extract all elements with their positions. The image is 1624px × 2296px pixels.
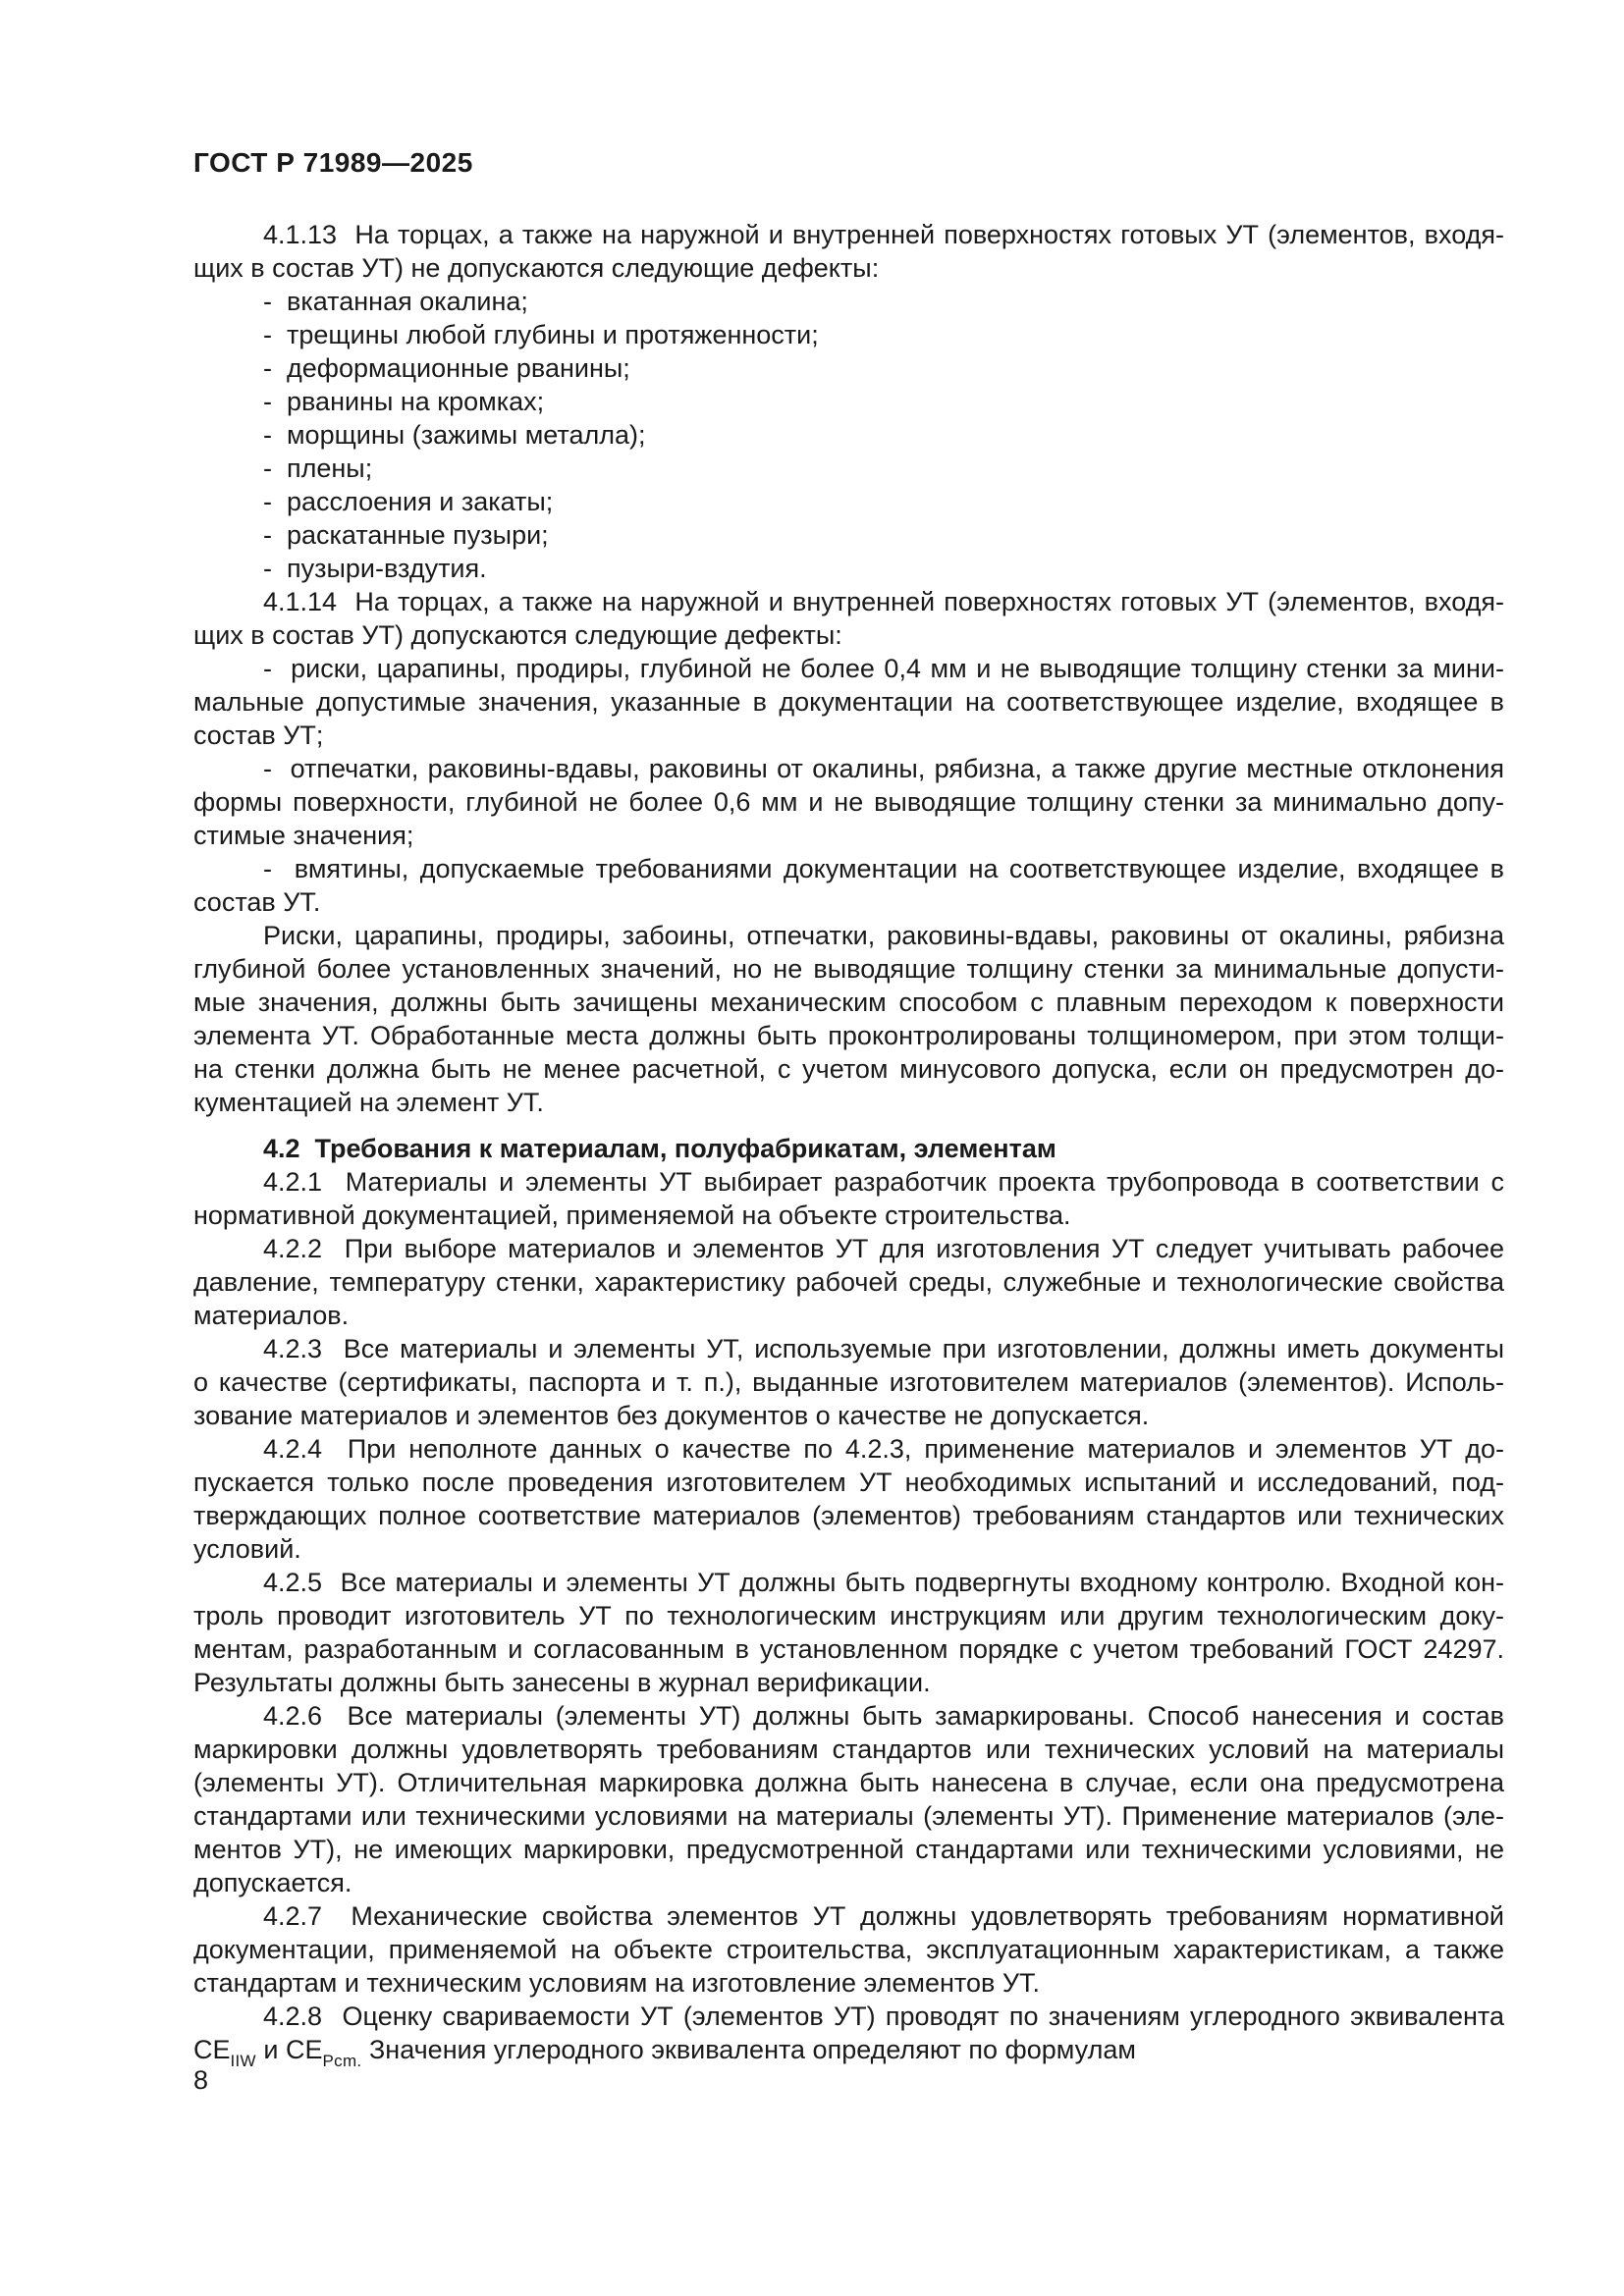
list-item-defect xyxy=(193,385,1504,418)
text-line: зование материалов и элементов без документов о качестве не допускается. xyxy=(193,1401,1150,1430)
text-line: тверждающих полное соответствие материалов (элементов) требованиям стандартов или технических xyxy=(193,1501,1504,1530)
text-line: глубиной более установленных значений, но не выводящие толщину стенки за минимальные допусти- xyxy=(193,954,1504,984)
text-line: стандартам и техническим условиям на изготовление элементов УТ. xyxy=(193,1968,1040,1998)
text-line: 4.2.4 При неполноте данных о качестве по 4.2.3, применение материалов и элементов УТ до- xyxy=(263,1434,1504,1464)
text-line: маркировки должны удовлетворять требованиям стандартов или технических условий на материалы xyxy=(193,1735,1504,1764)
text-line: 4.2.3 Все материалы и элементы УТ, используемые при изготовлении, должны иметь документы xyxy=(263,1334,1504,1363)
paragraph-4-1-14 xyxy=(193,585,1504,652)
text-line: мальные допустимые значения, указанные в документации на соответствующее изделие, входящее в xyxy=(193,687,1504,717)
text-line: мые значения, должны быть зачищены механическим способом с плавным переходом к поверхности xyxy=(193,988,1504,1017)
text-line: 4.1.14 На торцах, а также на наружной и внутренней поверхностях готовых УТ (элементов, входя- xyxy=(263,587,1504,616)
text-line: 4.2.6 Все материалы (элементы УТ) должны быть замаркированы. Способ нанесения и состав xyxy=(263,1701,1504,1731)
heading-text: 4.2 Требования к материалам, полуфабрикатам, элементам xyxy=(263,1134,1056,1163)
text-line: - морщины (зажимы металла); xyxy=(263,420,646,450)
text-line: троль проводит изготовитель УТ по технологическим инструкциям или другим технологическим доку- xyxy=(193,1601,1504,1630)
text-line: состав УТ. xyxy=(193,887,321,917)
text-line: - отпечатки, раковины-вдавы, раковины от окалины, рябизна, а также другие местные отклонения xyxy=(263,754,1504,783)
list-item-allowed-defect xyxy=(193,652,1504,752)
text-line-formula-ref xyxy=(193,2033,1504,2070)
conjunction: и xyxy=(255,2035,287,2064)
text-line: - рванины на кромках; xyxy=(263,387,545,416)
text-line: пускается только после проведения изготовителем УТ необходимых испытаний и исследований, под- xyxy=(193,1468,1504,1497)
text-line: - вкатанная окалина; xyxy=(263,287,528,316)
text-line: стимые значения; xyxy=(193,821,414,850)
sentence-tail: Значения углеродного эквивалента определяют по формулам xyxy=(361,2035,1136,2064)
text-line: давление, температуру стенки, характеристику рабочей среды, служебные и технологические свойства xyxy=(193,1267,1504,1297)
document-body xyxy=(193,218,1504,2070)
ce-pcm-symbol: CE xyxy=(286,2035,323,2064)
text-line: 4.2.2 При выборе материалов и элементов УТ для изготовления УТ следует учитывать рабочее xyxy=(263,1234,1504,1263)
list-item-defect xyxy=(193,318,1504,351)
text-line: щих в состав УТ) допускаются следующие дефекты: xyxy=(193,620,842,650)
document-header-gost-number: ГОСТ Р 71989—2025 xyxy=(193,147,473,178)
list-item-defect xyxy=(193,452,1504,485)
paragraph-4-2-1 xyxy=(193,1165,1504,1232)
text-line: элемента УТ. Обработанные места должны быть проконтролированы толщиномером, при этом толщи- xyxy=(193,1021,1504,1050)
text-line: допускается. xyxy=(193,1868,352,1897)
text-line: нормативной документацией, применяемой на объекте строительства. xyxy=(193,1201,1071,1230)
text-line: - трещины любой глубины и протяженности; xyxy=(263,320,819,349)
paragraph-4-2-6 xyxy=(193,1699,1504,1899)
list-item-defect xyxy=(193,418,1504,452)
text-line: щих в состав УТ) не допускаются следующие дефекты: xyxy=(193,253,880,283)
page-number: 8 xyxy=(193,2065,209,2095)
ce-iiw-subscript: IIW xyxy=(230,2052,256,2070)
text-line: 4.2.8 Оценку свариваемости УТ (элементов УТ) проводят по значениям углеродного эквивалента xyxy=(263,2002,1504,2031)
text-line: материалов. xyxy=(193,1301,350,1330)
list-item-allowed-defect xyxy=(193,852,1504,919)
text-line: - плены; xyxy=(263,454,373,483)
text-line: условий. xyxy=(193,1534,301,1564)
paragraph-4-2-7 xyxy=(193,1899,1504,2000)
text-line: ментам, разработанным и согласованным в установленном порядке с учетом требований ГОСТ 24297. xyxy=(193,1634,1504,1664)
text-line: (элементы УТ). Отличительная маркировка должна быть нанесена в случае, если она предусмотрена xyxy=(193,1768,1504,1797)
paragraph-4-2-8 xyxy=(193,2000,1504,2070)
text-line: ментов УТ), не имеющих маркировки, предусмотренной стандартами или техническими условиями, не xyxy=(193,1835,1504,1864)
text-line: состав УТ; xyxy=(193,721,324,750)
text-line: 4.1.13 На торцах, а также на наружной и внутренней поверхностях готовых УТ (элементов, входя- xyxy=(263,220,1504,249)
text-line: 4.2.7 Механические свойства элементов УТ должны удовлетворять требованиям нормативной xyxy=(263,1901,1504,1931)
list-item-defect xyxy=(193,485,1504,518)
paragraph-4-2-5 xyxy=(193,1566,1504,1699)
paragraph-4-2-4 xyxy=(193,1432,1504,1566)
ce-pcm-subscript: Pcm. xyxy=(322,2052,362,2070)
paragraph-4-2-3 xyxy=(193,1332,1504,1432)
text-line: - раскатанные пузыри; xyxy=(263,520,549,550)
list-item-defect xyxy=(193,518,1504,552)
paragraph-defect-repair xyxy=(193,919,1504,1119)
text-line: - пузыри-вздутия. xyxy=(263,554,487,583)
list-item-defect xyxy=(193,351,1504,385)
paragraph-4-2-2 xyxy=(193,1232,1504,1332)
text-line: на стенки должна быть не менее расчетной, с учетом минусового допуска, если он предусмотрен до- xyxy=(193,1054,1504,1084)
text-line: - вмятины, допускаемые требованиями документации на соответствующее изделие, входящее в xyxy=(263,854,1504,883)
text-line: кументацией на элемент УТ. xyxy=(193,1088,544,1117)
text-line: Результаты должны быть занесены в журнал верификации. xyxy=(193,1668,931,1697)
section-heading-4-2 xyxy=(193,1132,1504,1165)
text-line: 4.2.5 Все материалы и элементы УТ должны быть подвергнуты входному контролю. Входной кон- xyxy=(263,1568,1504,1597)
text-line: о качестве (сертификаты, паспорта и т. п.), выданные изготовителем материалов (элементов). Исполь- xyxy=(193,1367,1504,1397)
list-item-defect xyxy=(193,285,1504,318)
paragraph-4-1-13 xyxy=(193,218,1504,285)
text-line: стандартами или техническими условиями на материалы (элементы УТ). Применение материалов (эле- xyxy=(193,1801,1504,1831)
text-line: Риски, царапины, продиры, забоины, отпечатки, раковины-вдавы, раковины от окалины, рябизна xyxy=(263,921,1504,950)
text-line: - риски, царапины, продиры, глубиной не более 0,4 мм и не выводящие толщину стенки за мини- xyxy=(263,654,1504,683)
text-line: формы поверхности, глубиной не более 0,6 мм и не выводящие толщину стенки за минимально допу- xyxy=(193,787,1504,817)
ce-iiw-symbol: CE xyxy=(193,2035,231,2064)
list-item-allowed-defect xyxy=(193,752,1504,852)
text-line: - расслоения и закаты; xyxy=(263,487,554,516)
list-item-defect xyxy=(193,552,1504,585)
text-line: документации, применяемой на объекте строительства, эксплуатационным характеристикам, а также xyxy=(193,1935,1504,1964)
text-line: 4.2.1 Материалы и элементы УТ выбирает разработчик проекта трубопровода в соответствии с xyxy=(263,1167,1504,1197)
text-line: - деформационные рванины; xyxy=(263,353,630,383)
